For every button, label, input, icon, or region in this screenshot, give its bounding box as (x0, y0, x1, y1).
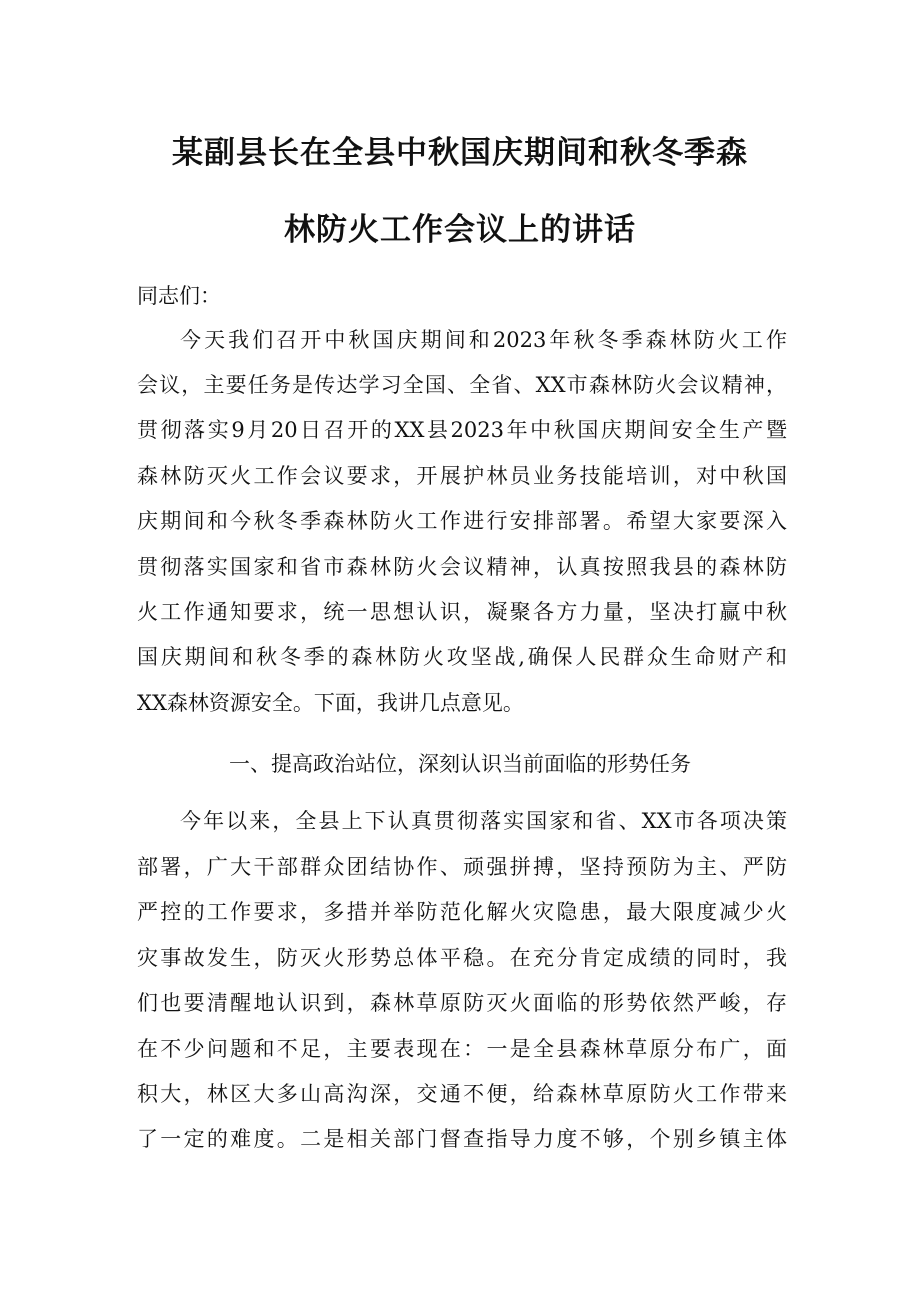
paragraph-1-line: 庆期间和今秋冬季森林防火工作进行安排部署。希望大家要深入 (137, 509, 787, 533)
paragraph-2-line: 严控的工作要求，多措并举防范化解火灾隐患，最大限度减少火 (137, 900, 787, 924)
paragraph-1-line: 会议，主要任务是传达学习全国、全省、XX市森林防火会议精神， (137, 373, 787, 397)
document-title-line-2: 林防火工作会议上的讲话 (284, 212, 636, 248)
paragraph-2-line: 了一定的难度。二是相关部门督查指导力度不够，个别乡镇主体 (137, 1127, 787, 1151)
paragraph-2-line: 们也要清醒地认识到，森林草原防灭火面临的形势依然严峻，存 (137, 991, 787, 1015)
paragraph-1-line: 森林防灭火工作会议要求，开展护林员业务技能培训，对中秋国 (137, 464, 787, 488)
paragraph-2-line: 在不少问题和不足，主要表现在：一是全县森林草原分布广，面 (137, 1037, 787, 1061)
paragraph-2-line: 灾事故发生，防灭火形势总体平稳。在充分肯定成绩的同时，我 (137, 946, 787, 970)
paragraph-1-line: XX森林资源安全。下面，我讲几点意见。 (137, 691, 524, 715)
paragraph-2-line: 部署，广大干部群众团结协作、顽强拼搏，坚持预防为主、严防 (137, 855, 787, 879)
paragraph-1-line: 今天我们召开中秋国庆期间和2023年秋冬季森林防火工作 (180, 328, 787, 352)
paragraph-1-line: 国庆期间和秋冬季的森林防火攻坚战,确保人民群众生命财产和 (137, 645, 787, 669)
paragraph-1-line: 贯彻落实9月20日召开的XX县2023年中秋国庆期间安全生产暨 (137, 418, 787, 442)
paragraph-1-line: 贯彻落实国家和省市森林防火会议精神，认真按照我县的森林防 (137, 555, 787, 579)
paragraph-2-line: 今年以来，全县上下认真贯彻落实国家和省、XX市各项决策 (180, 809, 787, 833)
section-1-heading: 一、提高政治站位，深刻认识当前面临的形势任务 (229, 752, 691, 776)
salutation: 同志们： (137, 284, 221, 308)
paragraph-2-line: 积大，林区大多山高沟深，交通不便，给森林草原防火工作带来 (137, 1082, 787, 1106)
document-title-line-1: 某副县长在全县中秋国庆期间和秋冬季森 (172, 135, 748, 171)
paragraph-1-line: 火工作通知要求，统一思想认识，凝聚各方力量，坚决打赢中秋 (137, 600, 787, 624)
